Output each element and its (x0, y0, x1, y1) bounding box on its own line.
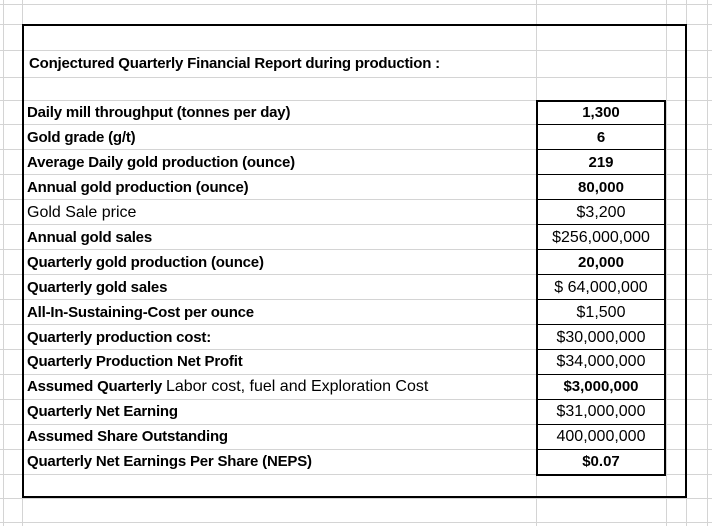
row-value-annual-gold-sales: $256,000,000 (552, 229, 650, 246)
row-label-aisc-per-ounce: All-In-Sustaining-Cost per ounce (27, 304, 254, 321)
row-value-quarterly-net-earning: $31,000,000 (556, 403, 646, 420)
row-label-gold-grade: Gold grade (g/t) (27, 129, 136, 146)
row-label-gold-sale-price: Gold Sale price (27, 204, 137, 221)
row-value-quarterly-neps: $0.07 (582, 453, 620, 470)
row-label-annual-gold-sales: Annual gold sales (27, 229, 152, 246)
row-label-quarterly-gold-production: Quarterly gold production (ounce) (27, 254, 264, 271)
row-label-annual-gold-production: Annual gold production (ounce) (27, 179, 249, 196)
row-value-quarterly-gold-sales: $ 64,000,000 (554, 279, 648, 296)
row-label-assumed-quarterly-part2: Labor cost, fuel and Exploration Cost (165, 378, 429, 395)
row-label-quarterly-production-cost: Quarterly production cost: (27, 329, 211, 346)
row-value-annual-gold-production: 80,000 (578, 179, 624, 196)
row-value-assumed-share-outstanding: 400,000,000 (556, 428, 646, 445)
row-value-average-daily-gold-production: 219 (588, 154, 614, 171)
row-label-assumed-quarterly-costs (27, 375, 428, 399)
row-label-quarterly-neps: Quarterly Net Earnings Per Share (NEPS) (27, 453, 312, 470)
row-value-quarterly-production-cost: $30,000,000 (556, 329, 646, 346)
row-value-gold-sale-price: $3,200 (576, 204, 626, 221)
row-value-gold-grade: 6 (596, 129, 606, 146)
row-label-assumed-quarterly-part1: Assumed Quarterly (27, 378, 162, 395)
row-label-daily-mill-throughput: Daily mill throughput (tonnes per day) (27, 104, 291, 121)
row-label-quarterly-net-earning: Quarterly Net Earning (27, 403, 178, 420)
row-label-quarterly-gold-sales: Quarterly gold sales (27, 279, 168, 296)
row-value-aisc-per-ounce: $1,500 (576, 304, 626, 321)
report-title: Conjectured Quarterly Financial Report during production : (29, 55, 440, 72)
row-label-assumed-share-outstanding: Assumed Share Outstanding (27, 428, 228, 445)
row-label-quarterly-production-net-profit: Quarterly Production Net Profit (27, 353, 243, 370)
row-label-average-daily-gold-production: Average Daily gold production (ounce) (27, 154, 295, 171)
row-value-quarterly-gold-production: 20,000 (578, 254, 624, 271)
row-value-daily-mill-throughput: 1,300 (582, 104, 620, 121)
row-value-assumed-quarterly-costs: $3,000,000 (563, 378, 639, 395)
row-value-quarterly-production-net-profit: $34,000,000 (556, 353, 646, 370)
